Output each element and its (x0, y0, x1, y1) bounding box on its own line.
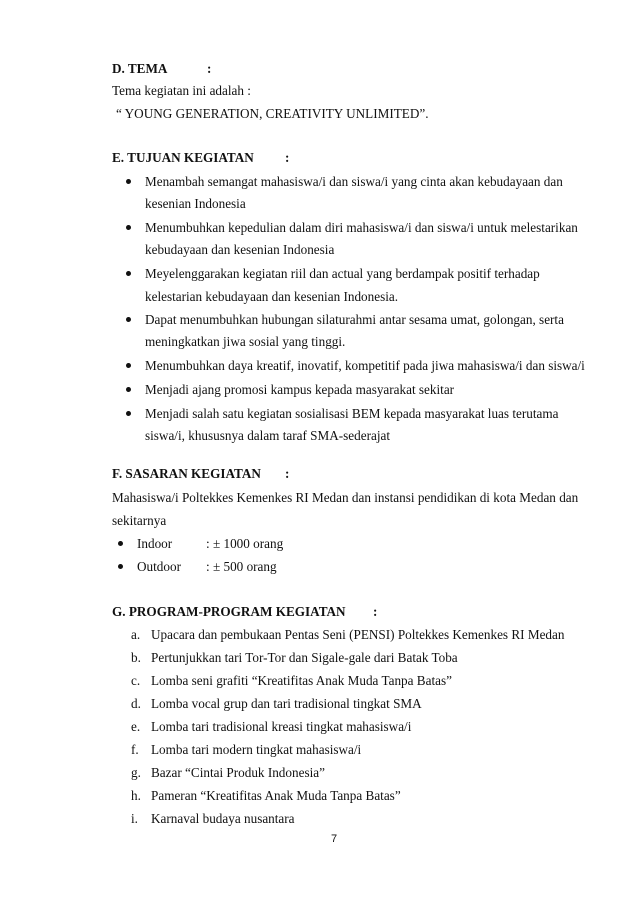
list-item: Pertunjukkan tari Tor-Tor dan Sigale-gale dari Batak Toba (151, 650, 458, 665)
section-e-item: Menumbuhkan daya kreatif, inovatif, kompetitif pada jiwa mahasiswa/i dan siswa/i (145, 358, 585, 373)
list-item-letter: h. (131, 788, 141, 803)
section-e-colon: : (285, 150, 290, 165)
list-item-letter: a. (131, 627, 141, 642)
target-label: Indoor (137, 536, 173, 551)
section-f-line1: Mahasiswa/i Poltekkes Kemenkes RI Medan dan instansi pendidikan di kota Medan dan (112, 490, 579, 505)
section-e-heading: E. TUJUAN KEGIATAN (112, 150, 254, 165)
list-item-letter: b. (131, 650, 141, 665)
list-item-letter: c. (131, 673, 141, 688)
bullet-icon (126, 179, 131, 184)
list-item: Lomba seni grafiti “Kreatifitas Anak Muda Tanpa Batas” (151, 673, 452, 688)
section-e-item-cont: kelestarian kebudayaan dan kesenian Indonesia. (145, 289, 399, 304)
section-f-heading: F. SASARAN KEGIATAN (112, 466, 261, 481)
list-item: Bazar “Cintai Produk Indonesia” (151, 765, 325, 780)
list-item: Lomba tari modern tingkat mahasiswa/i (151, 742, 362, 757)
section-d-colon: : (207, 61, 212, 76)
section-d-line1: Tema kegiatan ini adalah : (112, 83, 251, 98)
section-e-item-cont: siswa/i, khususnya dalam taraf SMA-sederajat (145, 428, 391, 443)
section-g-heading: G. PROGRAM-PROGRAM KEGIATAN (112, 604, 346, 619)
section-e-item: Meyelenggarakan kegiatan riil dan actual yang berdampak positif terhadap (145, 266, 540, 281)
section-g-colon: : (373, 604, 378, 619)
section-d-line2: “ YOUNG GENERATION, CREATIVITY UNLIMITED”. (116, 106, 429, 121)
bullet-icon (126, 225, 131, 230)
bullet-icon (118, 564, 123, 569)
section-e-item-cont: kesenian Indonesia (145, 196, 246, 211)
list-item: Upacara dan pembukaan Pentas Seni (PENSI) Poltekkes Kemenkes RI Medan (151, 627, 565, 642)
target-label: Outdoor (137, 559, 181, 574)
bullet-icon (126, 387, 131, 392)
bullet-icon (126, 411, 131, 416)
list-item-letter: g. (131, 765, 141, 780)
target-value: : ± 1000 orang (206, 536, 284, 551)
list-item: Lomba vocal grup dan tari tradisional tingkat SMA (151, 696, 422, 711)
section-e-item: Menjadi ajang promosi kampus kepada masyarakat sekitar (145, 382, 455, 397)
list-item-letter: d. (131, 696, 141, 711)
section-e-item: Menambah semangat mahasiswa/i dan siswa/i yang cinta akan kebudayaan dan (145, 174, 563, 189)
section-f-line2: sekitarnya (112, 513, 167, 528)
section-e-item: Dapat menumbuhkan hubungan silaturahmi antar sesama umat, golongan, serta (145, 312, 564, 327)
target-value: : ± 500 orang (206, 559, 277, 574)
section-e-item: Menumbuhkan kepedulian dalam diri mahasiswa/i dan siswa/i untuk melestarikan (145, 220, 578, 235)
bullet-icon (118, 541, 123, 546)
list-item: Karnaval budaya nusantara (151, 811, 295, 826)
bullet-icon (126, 271, 131, 276)
section-f-colon: : (285, 466, 290, 481)
list-item-letter: i. (131, 811, 138, 826)
list-item: Lomba tari tradisional kreasi tingkat mahasiswa/i (151, 719, 412, 734)
bullet-icon (126, 317, 131, 322)
section-e-item: Menjadi salah satu kegiatan sosialisasi BEM kepada masyarakat luas terutama (145, 406, 559, 421)
list-item-letter: f. (131, 742, 139, 757)
bullet-icon (126, 363, 131, 368)
section-e-item-cont: meningkatkan jiwa sosial yang tinggi. (145, 334, 346, 349)
list-item: Pameran “Kreatifitas Anak Muda Tanpa Batas” (151, 788, 401, 803)
list-item-letter: e. (131, 719, 141, 734)
section-e-item-cont: kebudayaan dan kesenian Indonesia (145, 242, 335, 257)
section-d-heading: D. TEMA (112, 61, 168, 76)
page-number: 7 (331, 833, 338, 845)
